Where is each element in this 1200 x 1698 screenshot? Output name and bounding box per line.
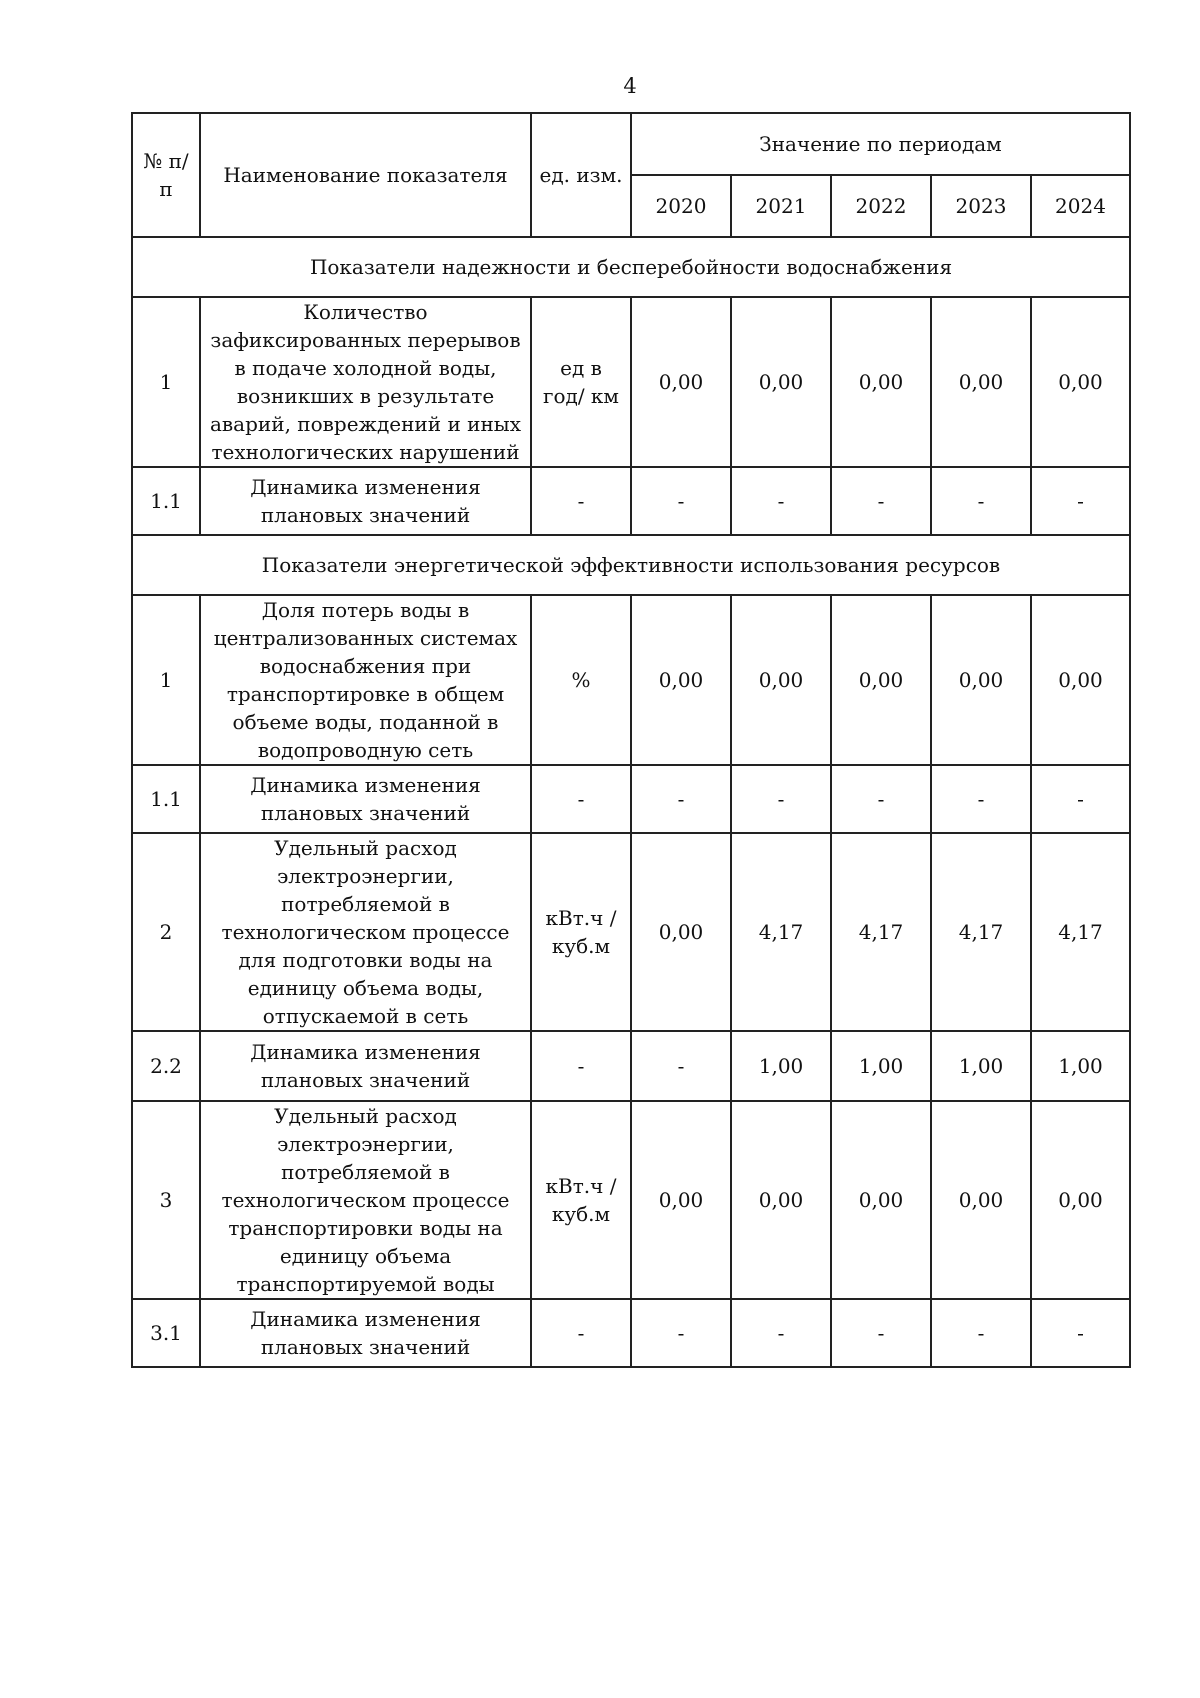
table-row bbox=[132, 1031, 1130, 1101]
row-unit: - bbox=[531, 1031, 631, 1101]
row-value: 0,00 bbox=[1031, 595, 1130, 765]
row-num: 1 bbox=[132, 297, 200, 467]
header-periods: Значение по периодам bbox=[631, 113, 1130, 175]
row-value: - bbox=[1031, 765, 1130, 833]
row-value: 1,00 bbox=[731, 1031, 831, 1101]
row-value: 0,00 bbox=[631, 1101, 731, 1299]
row-value: - bbox=[931, 1299, 1031, 1367]
row-value: 0,00 bbox=[831, 297, 931, 467]
row-value: 1,00 bbox=[931, 1031, 1031, 1101]
row-value: - bbox=[831, 765, 931, 833]
header-name: Наименование показателя bbox=[200, 113, 531, 237]
row-num: 2 bbox=[132, 833, 200, 1031]
row-value: 0,00 bbox=[731, 595, 831, 765]
row-unit: ед в год/ км bbox=[531, 297, 631, 467]
header-year: 2024 bbox=[1031, 175, 1130, 237]
row-value: 0,00 bbox=[831, 595, 931, 765]
table-row bbox=[132, 297, 1130, 467]
row-name: Динамика изменения плановых значений bbox=[200, 765, 531, 833]
row-num: 1 bbox=[132, 595, 200, 765]
row-value: 4,17 bbox=[931, 833, 1031, 1031]
header-unit: ед. изм. bbox=[531, 113, 631, 237]
row-value: - bbox=[631, 1299, 731, 1367]
row-value: - bbox=[731, 1299, 831, 1367]
section-row bbox=[132, 237, 1130, 297]
row-value: 0,00 bbox=[631, 833, 731, 1031]
header-year: 2022 bbox=[831, 175, 931, 237]
row-unit: - bbox=[531, 467, 631, 535]
row-name: Динамика изменения плановых значений bbox=[200, 1299, 531, 1367]
row-value: 1,00 bbox=[1031, 1031, 1130, 1101]
page-number: 4 bbox=[623, 74, 637, 98]
row-value: - bbox=[731, 765, 831, 833]
row-name: Количество зафиксированных перерывов в подаче холодной воды, возникших в результате аварий, повреждений и иных технологических нарушений bbox=[200, 297, 531, 467]
row-value: - bbox=[731, 467, 831, 535]
row-num: 1.1 bbox=[132, 467, 200, 535]
row-value: 0,00 bbox=[631, 595, 731, 765]
row-value: 0,00 bbox=[831, 1101, 931, 1299]
row-name: Доля потерь воды в централизованных системах водоснабжения при транспортировке в общем объеме воды, поданной в водопроводную сеть bbox=[200, 595, 531, 765]
row-value: 1,00 bbox=[831, 1031, 931, 1101]
row-value: - bbox=[931, 467, 1031, 535]
row-value: 0,00 bbox=[631, 297, 731, 467]
header-num: № п/п bbox=[132, 113, 200, 237]
row-num: 2.2 bbox=[132, 1031, 200, 1101]
table-row bbox=[132, 595, 1130, 765]
header-year: 2023 bbox=[931, 175, 1031, 237]
row-value: - bbox=[1031, 1299, 1130, 1367]
row-unit: - bbox=[531, 765, 631, 833]
section-row bbox=[132, 535, 1130, 595]
row-num: 3.1 bbox=[132, 1299, 200, 1367]
row-value: - bbox=[931, 765, 1031, 833]
section-title: Показатели надежности и бесперебойности водоснабжения bbox=[132, 237, 1130, 297]
row-value: 0,00 bbox=[931, 1101, 1031, 1299]
table-row bbox=[132, 1299, 1130, 1367]
row-value: 4,17 bbox=[1031, 833, 1130, 1031]
row-num: 1.1 bbox=[132, 765, 200, 833]
table-row bbox=[132, 1101, 1130, 1299]
header-year: 2021 bbox=[731, 175, 831, 237]
table-body bbox=[132, 237, 1130, 1367]
row-value: 0,00 bbox=[731, 1101, 831, 1299]
row-value: - bbox=[831, 467, 931, 535]
indicators-table bbox=[131, 112, 1131, 1368]
table-row bbox=[132, 833, 1130, 1031]
row-name: Удельный расход электроэнергии, потребляемой в технологическом процессе транспортировки воды на единицу объема транспортируемой воды bbox=[200, 1101, 531, 1299]
row-value: - bbox=[831, 1299, 931, 1367]
table-row bbox=[132, 765, 1130, 833]
row-value: - bbox=[631, 1031, 731, 1101]
row-value: 0,00 bbox=[1031, 1101, 1130, 1299]
row-unit: кВт.ч / куб.м bbox=[531, 833, 631, 1031]
row-value: 0,00 bbox=[1031, 297, 1130, 467]
row-unit: кВт.ч / куб.м bbox=[531, 1101, 631, 1299]
row-unit: - bbox=[531, 1299, 631, 1367]
row-value: 0,00 bbox=[931, 595, 1031, 765]
row-name: Динамика изменения плановых значений bbox=[200, 467, 531, 535]
row-value: - bbox=[1031, 467, 1130, 535]
table-row bbox=[132, 467, 1130, 535]
row-name: Динамика изменения плановых значений bbox=[200, 1031, 531, 1101]
row-value: 4,17 bbox=[731, 833, 831, 1031]
row-unit: % bbox=[531, 595, 631, 765]
row-name: Удельный расход электроэнергии, потребляемой в технологическом процессе для подготовки воды на единицу объема воды, отпускаемой в сеть bbox=[200, 833, 531, 1031]
row-num: 3 bbox=[132, 1101, 200, 1299]
header-year: 2020 bbox=[631, 175, 731, 237]
row-value: 0,00 bbox=[731, 297, 831, 467]
row-value: 4,17 bbox=[831, 833, 931, 1031]
section-title: Показатели энергетической эффективности использования ресурсов bbox=[132, 535, 1130, 595]
row-value: - bbox=[631, 765, 731, 833]
row-value: - bbox=[631, 467, 731, 535]
row-value: 0,00 bbox=[931, 297, 1031, 467]
